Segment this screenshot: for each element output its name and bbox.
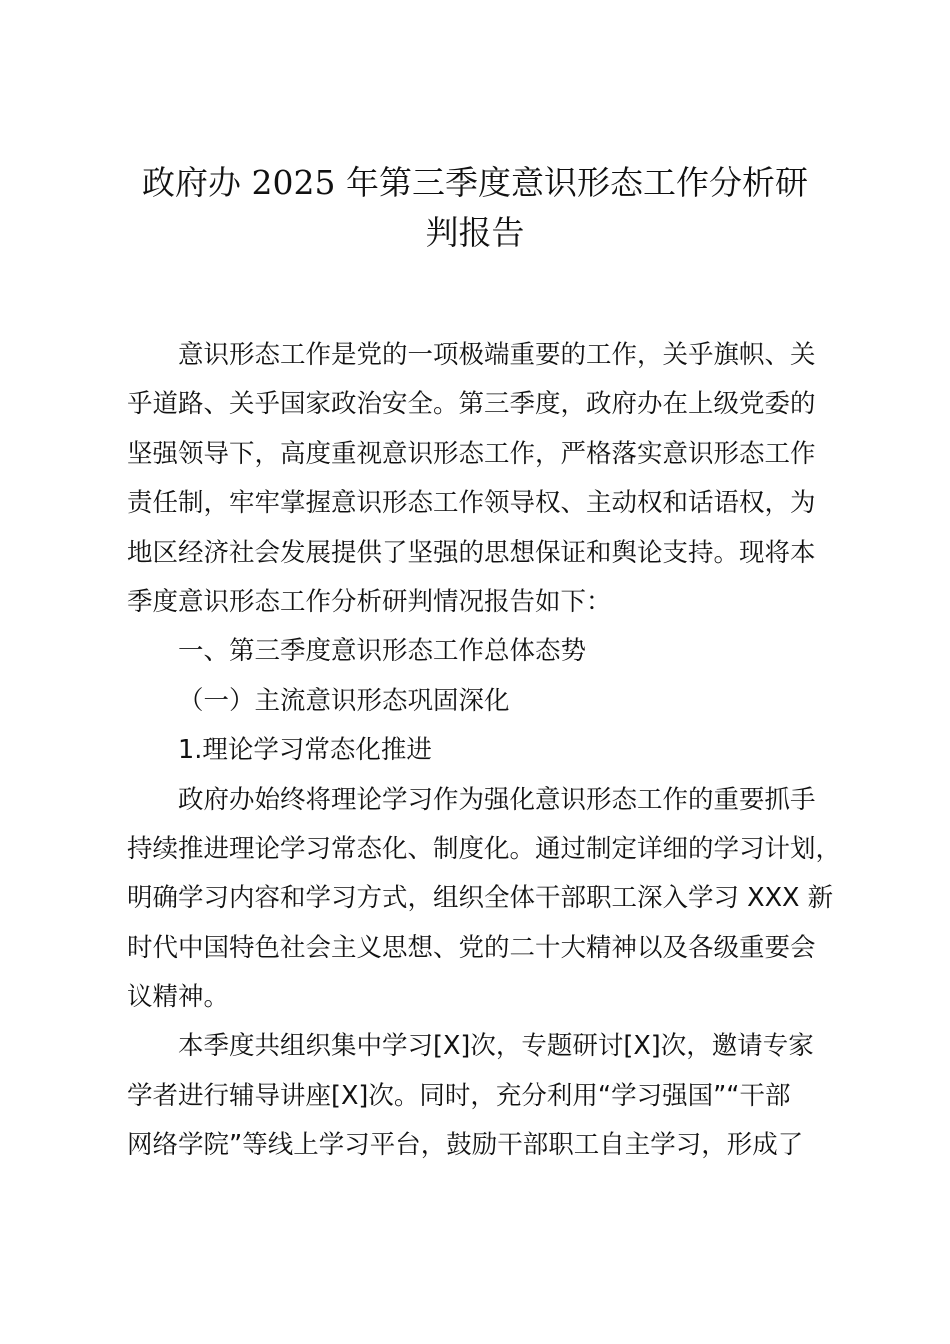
body-line: 持续推进理论学习常态化、制度化。通过制定详细的学习计划， <box>127 833 842 864</box>
item-heading: 1.理论学习常态化推进 <box>178 735 432 766</box>
title-line-2: 判报告 <box>425 213 525 252</box>
body-line: 本季度共组织集中学习[X]次，专题研讨[X]次，邀请专家 <box>178 1031 814 1062</box>
subsection-heading: （一）主流意识形态巩固深化 <box>178 685 510 716</box>
document-body <box>127 331 842 1171</box>
section-heading: 一、第三季度意识形态工作总体态势 <box>178 636 587 667</box>
body-line: 明确学习内容和学习方式，组织全体干部职工深入学习 XXX 新 <box>127 883 834 914</box>
body-line: 责任制，牢牢掌握意识形态工作领导权、主动权和话语权，为 <box>127 488 816 519</box>
body-line: 地区经济社会发展提供了坚强的思想保证和舆论支持。现将本 <box>127 537 816 568</box>
body-line: 网络学院”等线上学习平台，鼓励干部职工自主学习，形成了 <box>127 1130 804 1161</box>
body-line: 时代中国特色社会主义思想、党的二十大精神以及各级重要会 <box>127 932 816 963</box>
body-line: 意识形态工作是党的一项极端重要的工作，关乎旗帜、关 <box>178 340 816 370</box>
body-line: 乎道路、关乎国家政治安全。第三季度，政府办在上级党委的 <box>127 389 816 420</box>
body-line: 政府办始终将理论学习作为强化意识形态工作的重要抓手 <box>178 784 816 815</box>
document-title <box>125 158 825 258</box>
title-line-1: 政府办 2025 年第三季度意识形态工作分析研 <box>142 163 808 202</box>
body-line: 学者进行辅导讲座[X]次。同时，充分利用“学习强国”“干部 <box>127 1080 791 1111</box>
body-line: 季度意识形态工作分析研判情况报告如下： <box>127 586 612 617</box>
body-line: 议精神。 <box>127 982 230 1013</box>
body-line: 坚强领导下，高度重视意识形态工作，严格落实意识形态工作 <box>127 438 816 469</box>
